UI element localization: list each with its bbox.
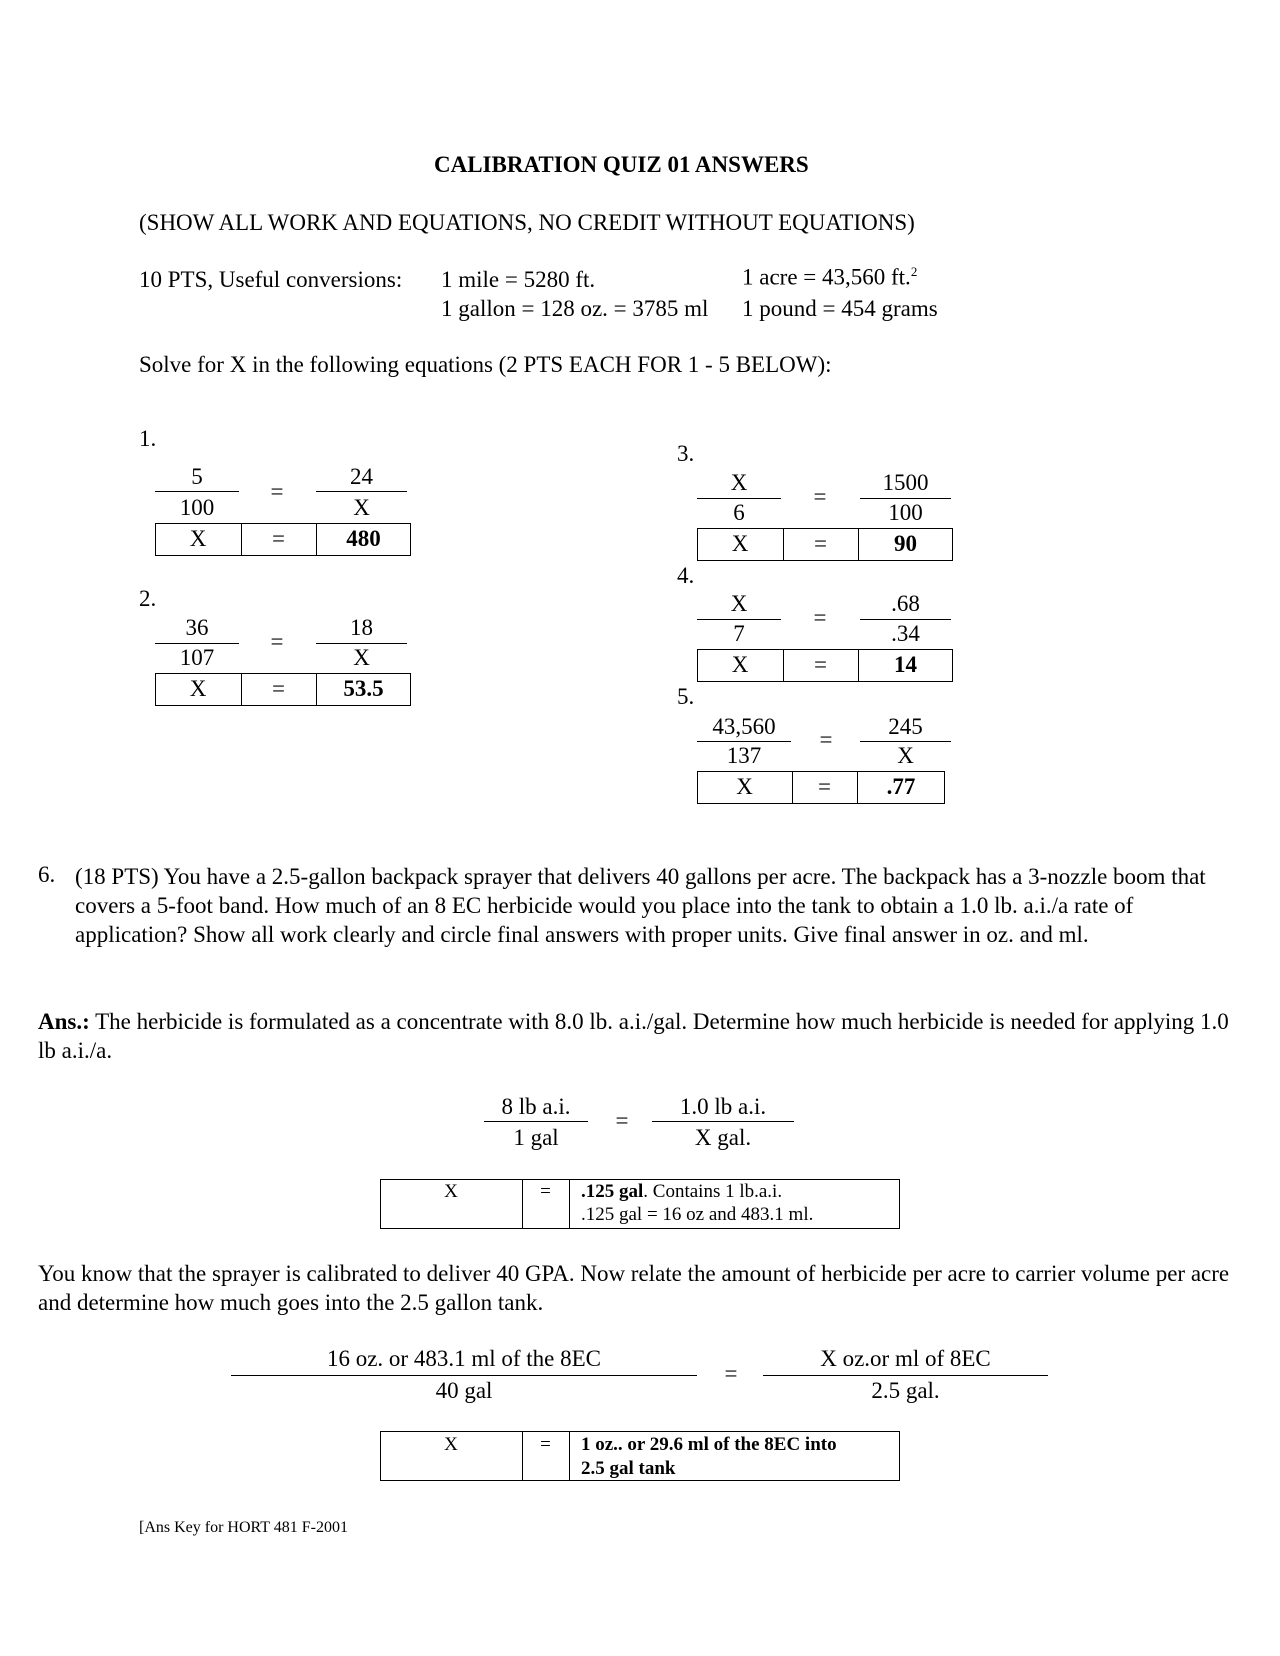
numerator-right: .68 xyxy=(891,591,920,616)
answer-line-1: .125 gal. Contains 1 lb.a.i. xyxy=(581,1181,783,1202)
fraction-bar xyxy=(860,741,951,742)
numerator-left: 36 xyxy=(185,615,209,640)
numerator-left: X xyxy=(730,470,748,495)
answer-equals: = xyxy=(540,1434,551,1455)
conversion-acre: 1 acre = 43,560 ft.$^2$ xyxy=(742,264,918,290)
answer-label: X xyxy=(189,526,207,551)
answer-label: X xyxy=(189,676,207,701)
answer-line-1: 1 oz.. or 29.6 ml of the 8EC into xyxy=(581,1434,837,1455)
numerator-left: 8 lb a.i. xyxy=(501,1094,571,1119)
answer-line-2: .125 gal = 16 oz and 483.1 ml. xyxy=(581,1204,814,1225)
answer-equals: = xyxy=(272,676,285,701)
denominator-left: 100 xyxy=(179,495,215,520)
numerator-right: 18 xyxy=(350,615,373,640)
answer-equals: = xyxy=(818,774,831,799)
fraction-bar xyxy=(484,1121,588,1122)
answer-label: X xyxy=(731,531,749,556)
denominator-right: X gal. xyxy=(694,1125,752,1150)
equals-sign: = xyxy=(819,727,833,752)
numerator-left: 5 xyxy=(191,464,203,489)
equals-sign: = xyxy=(270,479,284,504)
conversion-pound: 1 pound = 454 grams xyxy=(742,296,938,321)
problem-number: 4. xyxy=(677,563,695,588)
fraction-bar xyxy=(155,491,239,492)
answer-equals: = xyxy=(814,652,827,677)
fraction-bar xyxy=(316,491,407,492)
numerator-right: 245 xyxy=(888,714,923,739)
denominator-right: .34 xyxy=(891,621,920,646)
question-6-text: (18 PTS) You have a 2.5-gallon backpack sprayer that delivers 40 gallons per acre. The backpack has a 3-nozzle boom that covers a 5-foot band. How much of an 8 EC herbicide would you place into the tank to obtain a 1.0 lb. a.i./a rate of application? Show all work clearly and circle final answers with proper units. Give final answer in oz. and ml. xyxy=(75,864,1206,947)
conversion-mile: 1 mile = 5280 ft. xyxy=(441,267,596,292)
denominator-left: 40 gal xyxy=(435,1378,493,1403)
numerator-right: 1500 xyxy=(882,470,929,495)
answer-intro: Ans.: The herbicide is formulated as a concentrate with 8.0 lb. a.i./gal. Determine how much herbicide is needed for applying 1.0 lb a.i./a. xyxy=(38,1009,1229,1063)
answer-equals: = xyxy=(540,1181,551,1202)
conversions-lead: 10 PTS, Useful conversions: xyxy=(139,267,403,292)
equals-sign: = xyxy=(270,629,284,654)
problem-number: 5. xyxy=(677,684,695,709)
divider xyxy=(569,1431,570,1481)
denominator-right: X xyxy=(353,495,370,520)
solve-prompt: Solve for X in the following equations (2 PTS EACH FOR 1 - 5 BELOW): xyxy=(139,352,832,377)
footer-note: [Ans Key for HORT 481 F-2001 xyxy=(139,1519,348,1536)
equals-sign: = xyxy=(813,605,827,630)
page-title: CALIBRATION QUIZ 01 ANSWERS xyxy=(434,152,809,177)
denominator-left: 1 gal xyxy=(513,1125,559,1150)
answer-label: X xyxy=(444,1434,458,1455)
fraction-bar xyxy=(860,619,951,620)
conversion-gallon: 1 gallon = 128 oz. = 3785 ml xyxy=(441,296,709,321)
instructions: (SHOW ALL WORK AND EQUATIONS, NO CREDIT WITHOUT EQUATIONS) xyxy=(139,210,915,235)
denominator-left: 6 xyxy=(733,500,745,525)
numerator-left: X xyxy=(730,591,748,616)
fraction-bar xyxy=(697,498,781,499)
fraction-bar xyxy=(697,741,791,742)
denominator-right: 100 xyxy=(888,500,923,525)
answer-label: X xyxy=(444,1181,458,1202)
answer-text-2: You know that the sprayer is calibrated to deliver 40 GPA. Now relate the amount of herbicide per acre to carrier volume per acre and determine how much goes into the 2.5 gallon tank. xyxy=(38,1261,1230,1315)
denominator-left: 107 xyxy=(179,645,215,670)
answer-value: .77 xyxy=(886,774,916,799)
answer-label: X xyxy=(731,652,749,677)
fraction-bar xyxy=(652,1121,794,1122)
problem-number: 1. xyxy=(139,426,157,451)
numerator-left: 16 oz. or 483.1 ml of the 8EC xyxy=(326,1346,602,1371)
numerator-right: 1.0 lb a.i. xyxy=(679,1094,767,1119)
divider xyxy=(569,1179,570,1229)
equals-sign: = xyxy=(813,484,827,509)
fraction-bar xyxy=(316,643,407,644)
fraction-bar xyxy=(763,1375,1048,1376)
answer-value: 14 xyxy=(894,652,917,677)
denominator-right: 2.5 gal. xyxy=(871,1378,940,1403)
answer-line-2: 2.5 gal tank xyxy=(581,1458,676,1479)
denominator-left: 7 xyxy=(733,621,745,646)
problem-number: 3. xyxy=(677,441,695,466)
fraction-bar xyxy=(231,1375,697,1376)
denominator-right: X xyxy=(353,645,370,670)
answer-value: 90 xyxy=(894,531,917,556)
answer-equals: = xyxy=(272,526,285,551)
question-6-number: 6. xyxy=(38,862,56,887)
numerator-right: X oz.or ml of 8EC xyxy=(820,1346,991,1371)
denominator-right: X xyxy=(897,743,914,768)
numerator-left: 43,560 xyxy=(712,714,776,739)
answer-value: 480 xyxy=(346,526,381,551)
fraction-bar xyxy=(697,619,781,620)
denominator-left: 137 xyxy=(726,743,762,768)
answer-equals: = xyxy=(814,531,827,556)
fraction-bar xyxy=(860,498,951,499)
equals-sign: = xyxy=(615,1108,629,1133)
equals-sign: = xyxy=(724,1361,738,1386)
fraction-bar xyxy=(155,643,239,644)
numerator-right: 24 xyxy=(350,464,373,489)
problem-number: 2. xyxy=(139,586,157,611)
answer-value: 53.5 xyxy=(343,676,384,701)
answer-label: X xyxy=(736,774,753,799)
